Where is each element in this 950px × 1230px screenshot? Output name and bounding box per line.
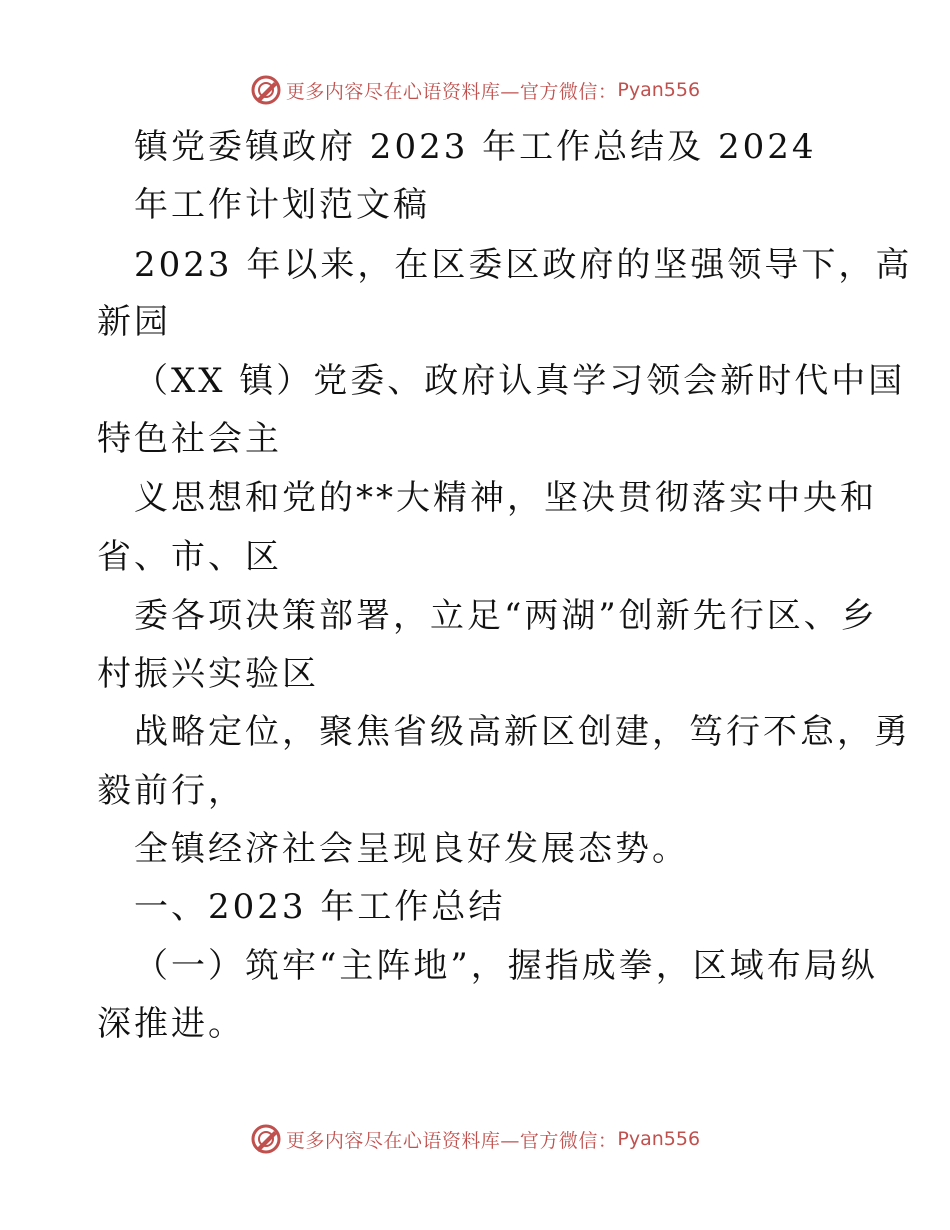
paragraph-line: （XX 镇）党委、政府认真学习领会新时代中国 <box>134 361 906 401</box>
watermark-text: 更多内容尽在心语资料库—官方微信： <box>285 80 618 103</box>
brush-logo-icon <box>250 74 282 106</box>
paragraph-line: 省、市、区 <box>97 537 282 577</box>
paragraph-line: 毅前行， <box>97 771 245 811</box>
document-title-line-2: 年工作计划范文稿 <box>134 185 430 225</box>
paragraph-line: 全镇经济社会呈现良好发展态势。 <box>134 829 689 869</box>
footer-watermark <box>0 1123 950 1155</box>
paragraph-line: 2023 年以来，在区委区政府的坚强领导下，高 <box>134 245 913 285</box>
paragraph-line: 义思想和党的**大精神，坚决贯彻落实中央和 <box>134 478 877 518</box>
section-heading: 一、2023 年工作总结 <box>134 887 506 927</box>
header-watermark <box>0 74 950 106</box>
paragraph-line: 村振兴实验区 <box>97 654 319 694</box>
document-title-line-1: 镇党委镇政府 2023 年工作总结及 2024 <box>134 127 817 167</box>
subsection-heading-cont: 深推进。 <box>97 1004 245 1044</box>
paragraph-line: 委各项决策部署，立足“两湖”创新先行区、乡 <box>134 596 878 636</box>
brush-logo-icon <box>250 1123 282 1155</box>
watermark-wechat-id: Pyan556 <box>617 1128 701 1150</box>
paragraph-line: 战略定位，聚焦省级高新区创建，笃行不怠，勇 <box>134 712 911 752</box>
subsection-heading: （一）筑牢“主阵地”，握指成拳，区域布局纵 <box>134 946 878 986</box>
paragraph-line: 特色社会主 <box>97 419 282 459</box>
watermark-wechat-id: Pyan556 <box>617 79 701 101</box>
watermark-text: 更多内容尽在心语资料库—官方微信： <box>285 1129 618 1152</box>
paragraph-line: 新园 <box>97 302 171 342</box>
